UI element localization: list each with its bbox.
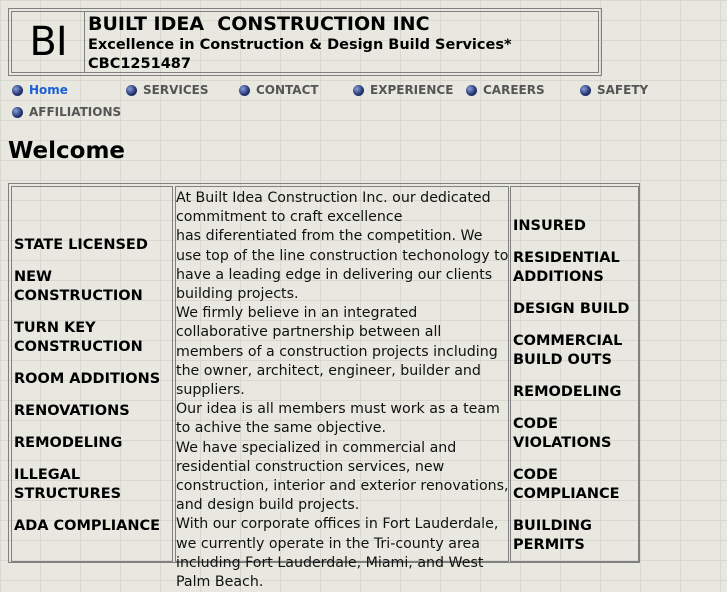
nav-home[interactable] — [12, 81, 68, 99]
service-item: ILLEGAL STRUCTURES — [14, 467, 122, 502]
service-item: RENOVATIONS — [14, 403, 130, 419]
service-item: REMODELING — [513, 384, 622, 400]
nav-bullet-icon — [353, 85, 364, 96]
content-table — [8, 183, 640, 591]
site-header — [8, 8, 602, 76]
service-item: ROOM ADDITIONS — [14, 371, 161, 387]
service-item: REMODELING — [14, 435, 123, 451]
nav-label: SAFETY — [597, 83, 649, 97]
intro-paragraph: Our idea is all members must work as a team to achive the same objective. — [176, 401, 500, 437]
nav-services[interactable] — [126, 81, 208, 99]
nav-bullet-icon — [239, 85, 250, 96]
company-name: BUILT IDEA CONSTRUCTION INC — [88, 13, 430, 35]
nav-bullet-icon — [580, 85, 591, 96]
nav-affiliations[interactable] — [12, 103, 121, 121]
nav-bullet-icon — [466, 85, 477, 96]
service-item: NEW CONSTRUCTION — [14, 269, 143, 304]
nav-safety[interactable] — [580, 81, 648, 99]
logo[interactable] — [12, 12, 85, 72]
header-titles — [88, 12, 598, 74]
nav-label: CAREERS — [483, 83, 545, 97]
nav-experience[interactable] — [353, 81, 453, 99]
service-item: CODE COMPLIANCE — [513, 467, 620, 502]
intro-text — [176, 189, 510, 592]
nav-label: Home — [29, 83, 68, 97]
left-services-column — [11, 186, 173, 562]
header-frame — [11, 11, 599, 73]
service-item: DESIGN BUILD — [513, 301, 630, 317]
intro-paragraph: With our corporate offices in Fort Lauderdale, we currently operate in the Tri-county area including Fort Lauderdale, Miami, and West Palm Beach. — [176, 516, 499, 591]
intro-paragraph: At Built Idea Construction Inc. our dedicated commitment to craft excellence — [176, 190, 491, 226]
intro-paragraph: We have specialized in commercial and residential construction services, new construction, interior and exterior renovations, and design build projects. — [176, 439, 509, 514]
license-number: CBC1251487 — [88, 56, 191, 72]
nav-bullet-icon — [12, 107, 23, 118]
service-item: INSURED — [513, 218, 586, 234]
nav-bullet-icon — [12, 85, 23, 96]
right-services-column — [510, 186, 639, 562]
service-item: STATE LICENSED — [14, 237, 148, 253]
nav-label: SERVICES — [143, 83, 209, 97]
intro-column — [175, 186, 509, 591]
nav-label: EXPERIENCE — [370, 83, 454, 97]
nav-contact[interactable] — [239, 81, 319, 99]
page-title: Welcome — [8, 138, 126, 164]
service-item: TURN KEY CONSTRUCTION — [14, 320, 143, 355]
nav-label: CONTACT — [256, 83, 319, 97]
tagline: Excellence in Construction & Design Build Services* — [88, 37, 512, 53]
service-item: BUILDING PERMITS — [513, 518, 592, 553]
service-item: CODE VIOLATIONS — [513, 416, 612, 451]
service-item: RESIDENTIAL ADDITIONS — [513, 250, 620, 285]
left-services-list — [14, 236, 174, 549]
intro-paragraph: We firmly believe in an integrated collaborative partnership between all members of a construction projects including the owner, architect, engineer, builder and suppliers. — [176, 305, 498, 399]
nav-label: AFFILIATIONS — [29, 105, 122, 119]
nav-careers[interactable] — [466, 81, 545, 99]
logo-text: BI — [29, 19, 67, 65]
service-item: COMMERCIAL BUILD OUTS — [513, 333, 623, 368]
nav-bullet-icon — [126, 85, 137, 96]
intro-paragraph: has diferentiated from the competition. We use top of the line construction techonology to have a leading edge in delivering our clients building projects. — [176, 228, 509, 303]
service-item: ADA COMPLIANCE — [14, 518, 161, 534]
right-services-list — [513, 217, 638, 568]
